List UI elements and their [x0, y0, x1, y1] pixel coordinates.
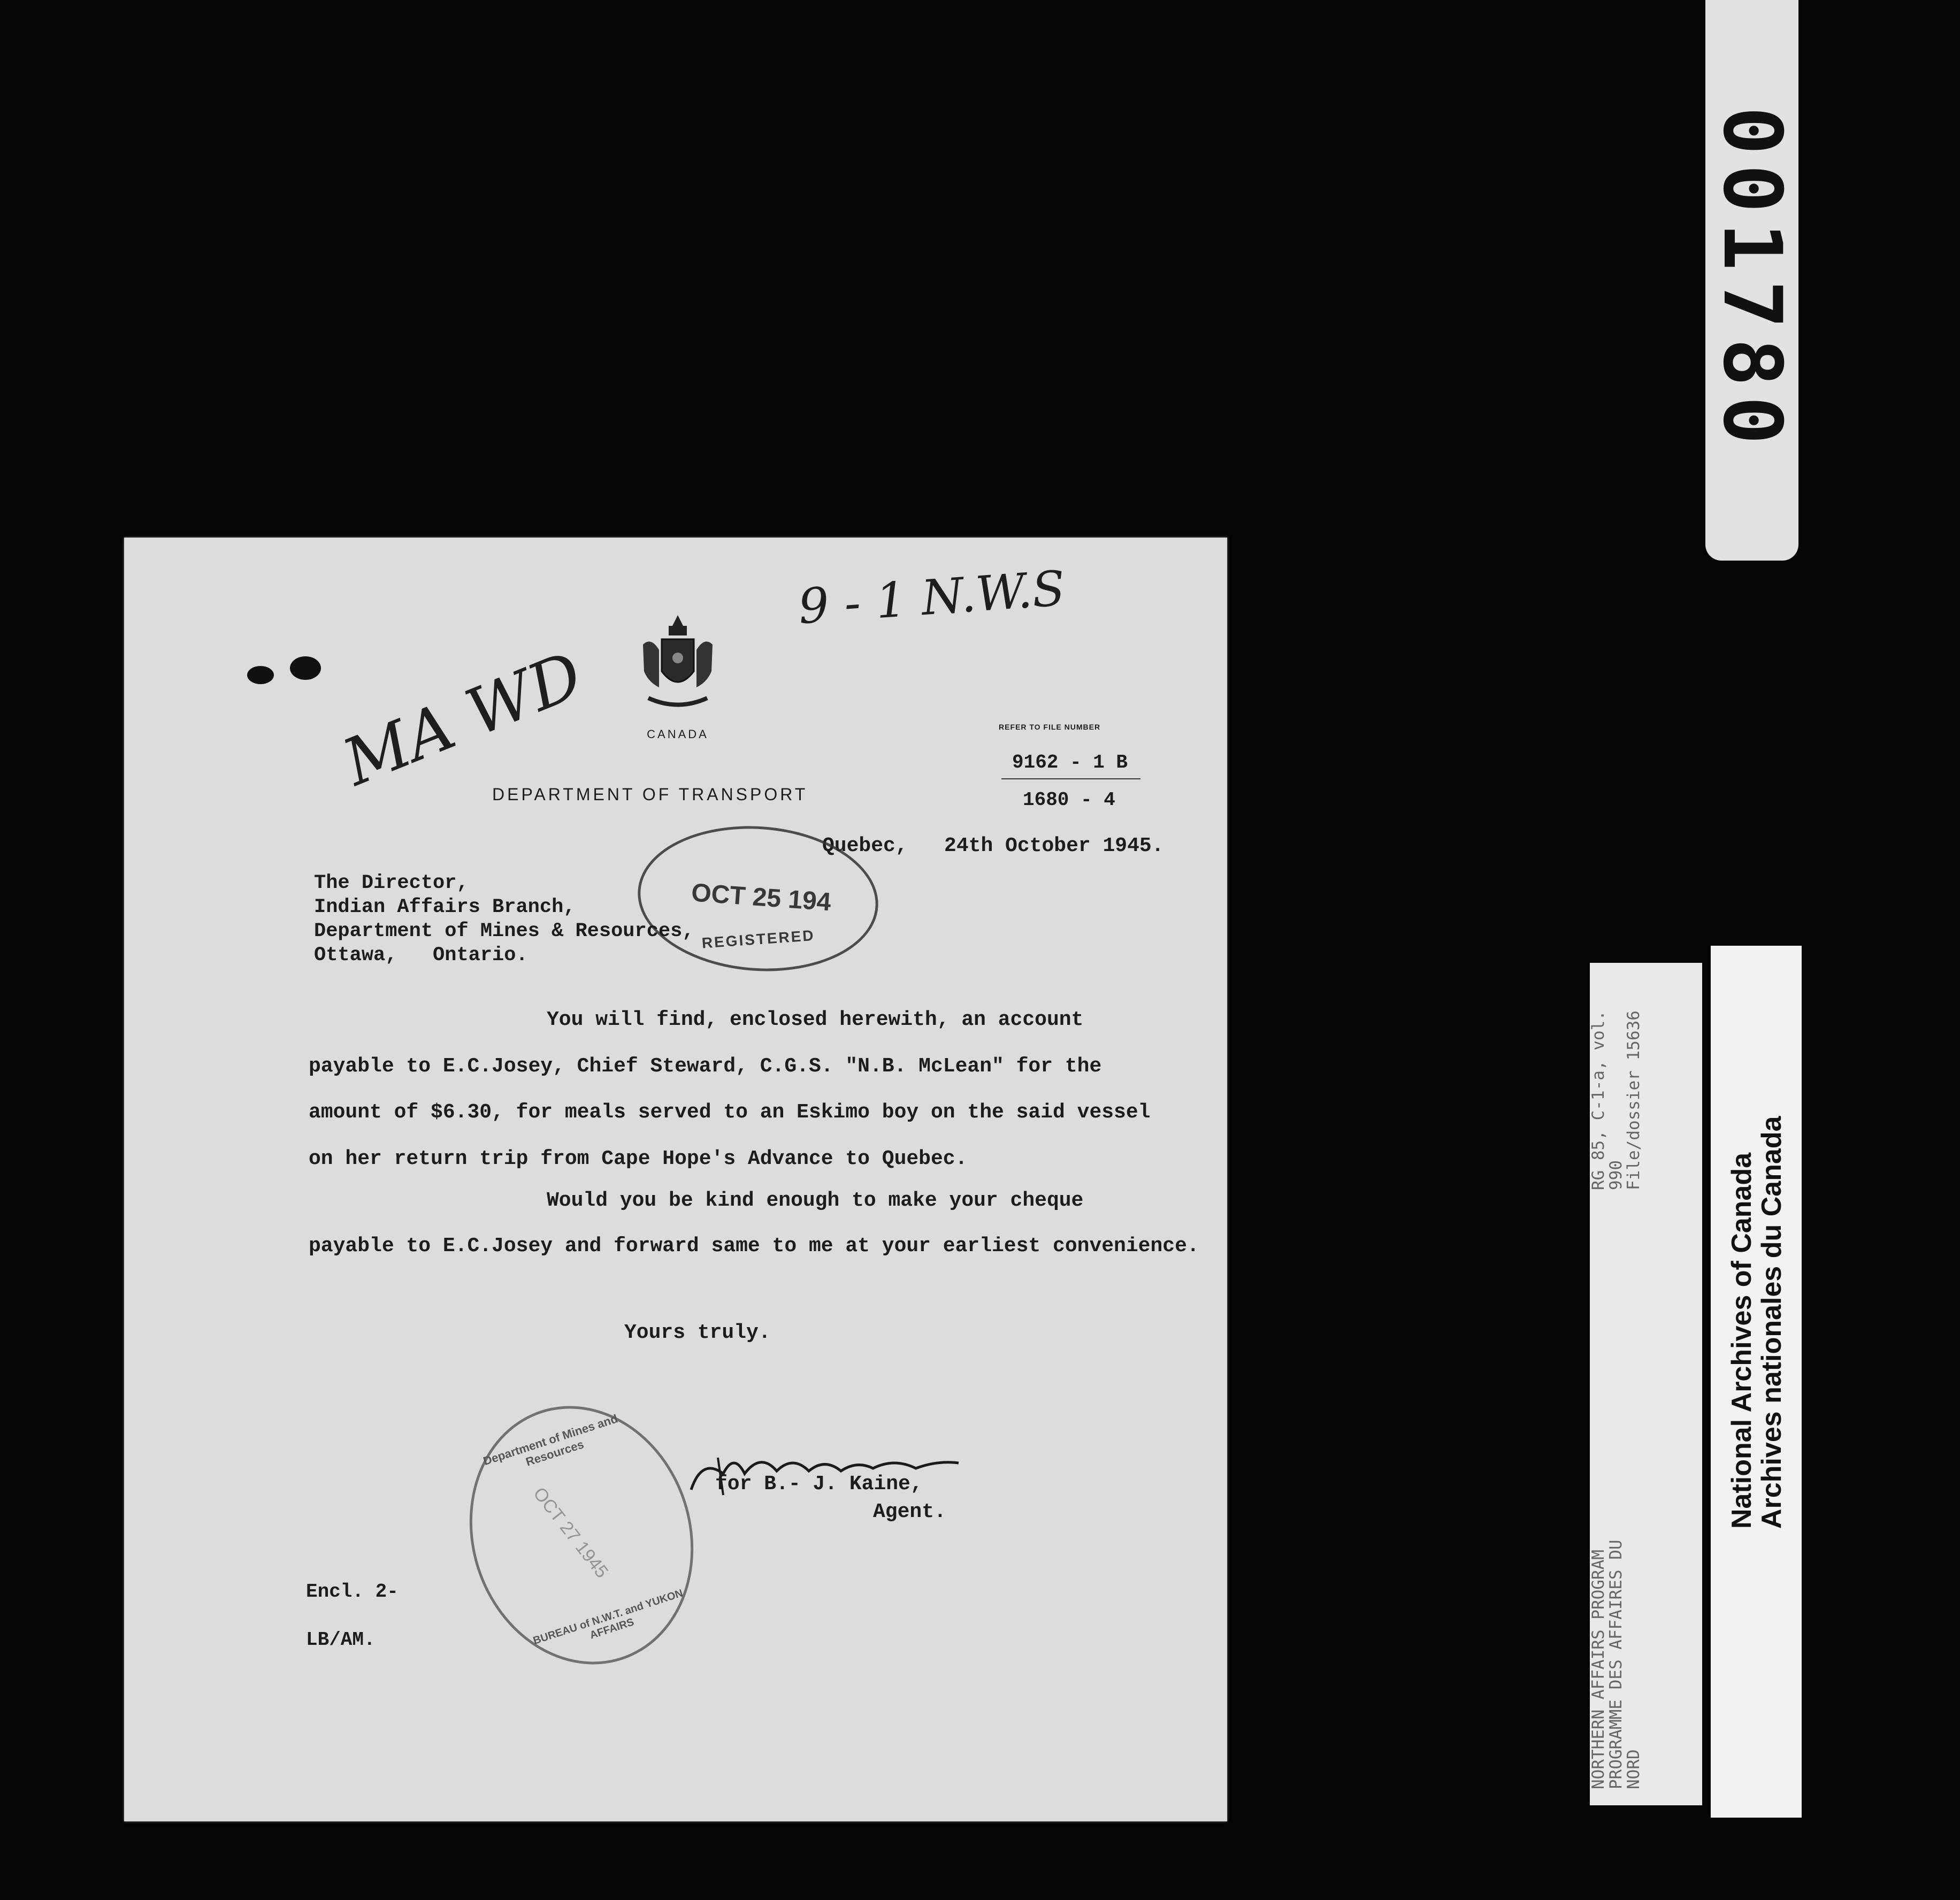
department-name: DEPARTMENT OF TRANSPORT [492, 785, 808, 804]
file-number-1: 9162 - 1 B [1012, 752, 1128, 773]
refer-label: REFER TO FILE NUMBER [999, 723, 1101, 731]
punch-mark [247, 666, 274, 684]
place-date: Quebec, 24th October 1945. [822, 834, 1164, 857]
body-line: payable to E.C.Josey, Chief Steward, C.G.S. "N.B. McLean" for the [309, 1055, 1102, 1078]
archive-file: File/dossier 15636 [1624, 1010, 1643, 1190]
frame-counter-strip [1705, 0, 1798, 561]
body-line: You will find, enclosed herewith, an account [547, 1008, 1084, 1031]
file-number-2: 1680 - 4 [1023, 789, 1115, 811]
department-stamp-top: Department of Mines and Resources [481, 1412, 619, 1469]
addressee-line: The Director, [314, 872, 469, 894]
program-en: NORTHERN AFFAIRS PROGRAM [1589, 1550, 1608, 1789]
program-fr-cont: NORD [1624, 1749, 1643, 1789]
addressee-line: Department of Mines & Resources, [314, 920, 694, 943]
nac-line-en: National Archives of Canada [1726, 1152, 1757, 1529]
department-stamp-bottom: BUREAU of N.W.T. and YUKON AFFAIRS [532, 1587, 685, 1647]
addressee-line: Indian Affairs Branch, [314, 896, 576, 918]
received-stamp-date: OCT 25 194 [690, 878, 832, 917]
letter-page [124, 538, 1227, 1821]
department-stamp-date: OCT 27 1945 [529, 1483, 612, 1582]
nac-line-fr: Archives nationales du Canada [1756, 1116, 1787, 1529]
department-stamp [437, 1377, 726, 1694]
archive-reference-label [1590, 963, 1702, 1805]
program-fr: PROGRAMME DES AFFAIRES DU [1606, 1539, 1626, 1789]
crest-caption: CANADA [647, 727, 709, 741]
addressee-line: Ottawa, Ontario. [314, 944, 528, 967]
punch-mark [290, 656, 321, 680]
body-line: amount of $6.30, for meals served to an Eskimo boy on the said vessel [309, 1101, 1151, 1124]
archive-reference: RG 85, C-1-a, vol. 990 [1589, 1010, 1626, 1190]
frame-number: 001780 [1705, 106, 1798, 454]
enclosure-note: Encl. 2- [306, 1581, 399, 1603]
received-stamp-text: REGISTERED [701, 926, 816, 952]
signature-title: Agent. [873, 1500, 946, 1523]
national-archives-label [1711, 946, 1802, 1818]
handwritten-initials: MA WD [333, 638, 593, 801]
body-line: on her return trip from Cape Hope's Advance to Quebec. [309, 1147, 968, 1170]
signature-for: for B.- J. Kaine, [715, 1473, 923, 1496]
file-number-rule [1001, 778, 1140, 779]
canada-crest [638, 612, 718, 714]
closing: Yours truly. [624, 1321, 771, 1344]
typist-initials: LB/AM. [306, 1629, 376, 1651]
body-line: payable to E.C.Josey and forward same to me at your earliest convenience. [309, 1235, 1199, 1258]
body-line: Would you be kind enough to make your cheque [547, 1189, 1084, 1212]
handwritten-file-note: 9 - 1 N.W.S [796, 560, 1067, 635]
